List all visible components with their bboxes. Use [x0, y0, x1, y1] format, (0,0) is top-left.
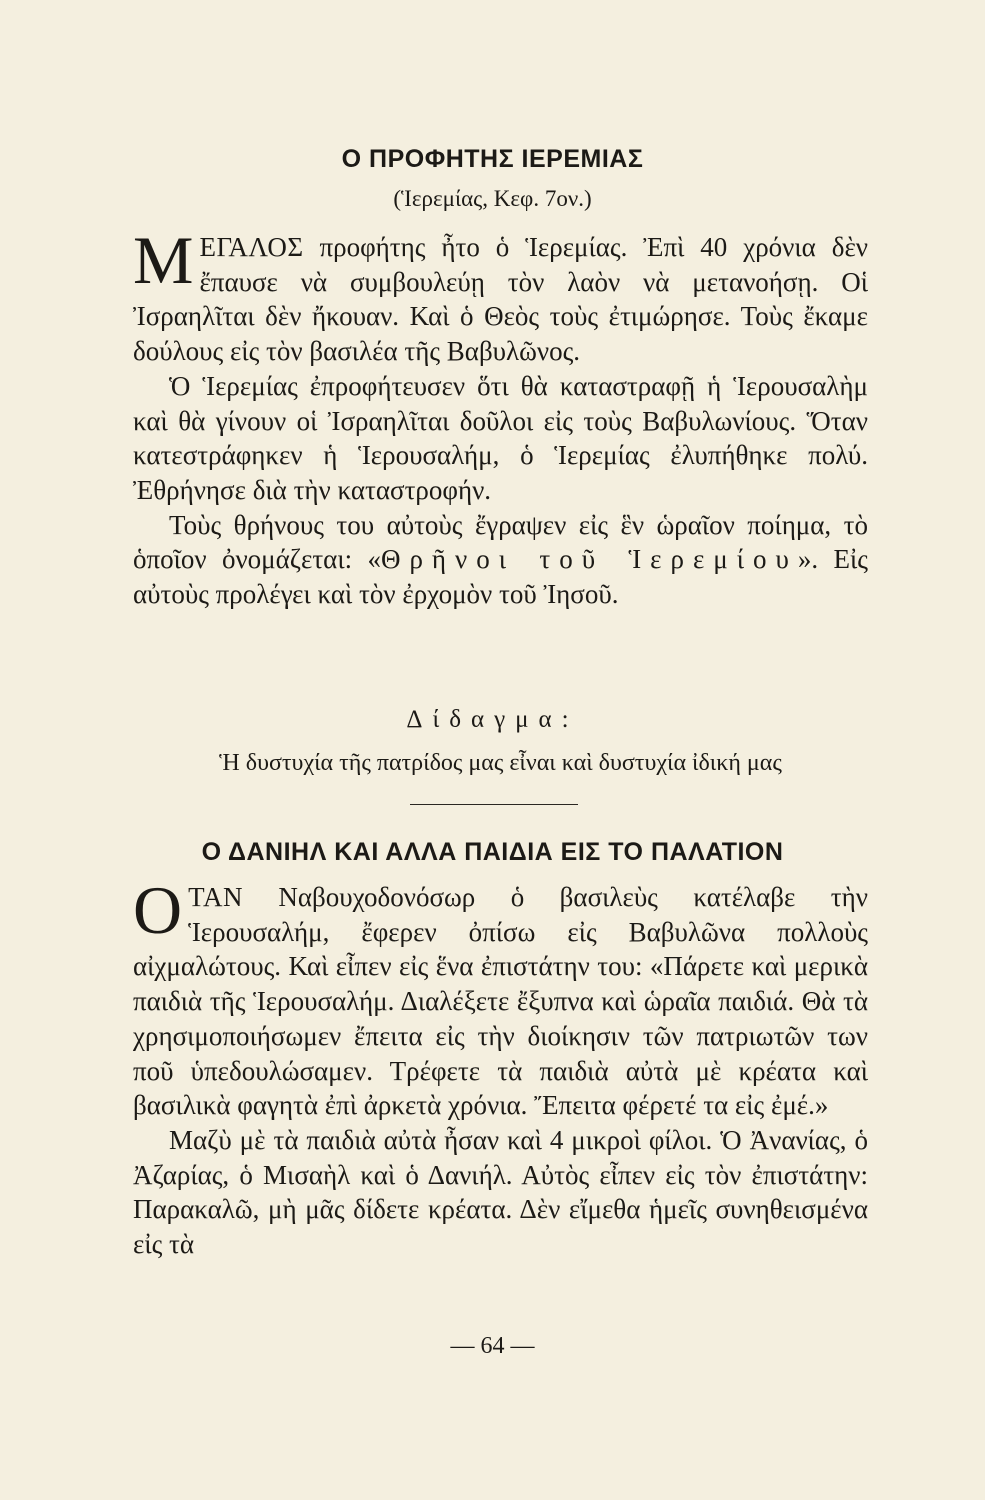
paragraph-2: Μαζὺ μὲ τὰ παιδιὰ αὐτὰ ἦσαν καὶ 4 μικροὶ φίλοι. Ὁ Ἀνανίας, ὁ Ἀζαρίας, ὁ Μισαὴλ καὶ ὁ Δανιήλ. Αὐτὸς εἶπεν εἰς τὸν ἐπιστάτην: Παρακαλῶ, μὴ μᾶς δίδετε κρέατα. Δὲν εἴμεθα ἡμεῖς συνηθεισμένα εἰς τὰ [133, 1124, 868, 1260]
paragraph-1 [133, 222, 868, 369]
chapter-reference: (Ἱερεμίας, Κεφ. 7ον.) [393, 186, 592, 211]
paragraph-3 [133, 508, 868, 612]
section-body-daniel [133, 872, 868, 1262]
page-number: — 64 — [450, 1333, 535, 1359]
lesson-label: Δίδαγμα: [406, 706, 579, 733]
lesson-text: Ἡ δυστυχία τῆς πατρίδος μας εἶναι καὶ δυστυχία ἰδική μας [219, 750, 782, 776]
paragraph-text: Ναβουχοδονόσωρ ὁ βασιλεὺς κατέλαβε τὴν Ἱερουσαλήμ, ἔφερεν ὀπίσω εἰς Βαβυλῶνα πολλοὺς αἰχμαλώτους. Καὶ εἶπεν εἰς ἕνα ἐπιστάτην του: «Πάρετε καὶ μερικὰ παιδιὰ τῆς Ἱερουσαλήμ. Διαλέξετε ἔξυπνα καὶ ὡραῖα παιδιά. Θὰ τὰ χρησιμοποιήσωμεν ἔπειτα εἰς τὴν διοίκησιν τῶν πατριωτῶν των ποῦ ὑπεδουλώσαμεν. Τρέφετε τὰ παιδιὰ αὐτὰ μὲ κρέατα καὶ βασιλικὰ φαγητὰ ἐπὶ ἀρκετὰ χρόνια. Ἔπειτα φέρετέ τα εἰς ἐμέ.» [133, 882, 868, 1121]
poem-title: Θρῆνοι τοῦ Ἱερεμίου [380, 544, 798, 575]
section-title-jeremiah: Ο ΠΡΟΦΗΤΗΣ ΙΕΡΕΜΙΑΣ [341, 145, 644, 173]
drop-cap: Μ [133, 222, 194, 298]
section-body-jeremiah [133, 222, 868, 612]
paragraph-text: ». Εἰς αὐτοὺς προλέγει καὶ τὸν ἐρχομὸν τοῦ Ἰησοῦ. [133, 544, 868, 610]
paragraph-text: Τοὺς θρήνους του αὐτοὺς ἔγραψεν εἰς ἓν ὡραῖον ποίημα, τὸ ὁποῖον ὀνομάζεται: « [133, 509, 868, 575]
paragraph-2: Ὁ Ἱερεμίας ἐπροφήτευσεν ὅτι θὰ καταστραφῇ ἡ Ἱερουσαλὴμ καὶ θὰ γίνουν οἱ Ἰσραηλῖται δοῦλοι εἰς τοὺς Βαβυλωνίους. Ὅταν κατεστράφηκεν ἡ Ἱερουσαλήμ, ὁ Ἱερεμίας ἐλυπήθηκε πολύ. Ἐθρήνησε διὰ τὴν καταστροφήν. [133, 370, 868, 505]
opening-caps: ΕΓΑΛΟΣ [199, 232, 304, 262]
section-divider [410, 804, 578, 805]
paragraph-text: προφήτης ἦτο ὁ Ἱερεμίας. Ἐπὶ 40 χρόνια δὲν ἔπαυσε νὰ συμβουλεύῃ τὸν λαὸν νὰ μετανοήσῃ. Οἱ Ἰσραηλῖται δὲν ἤκουαν. Καὶ ὁ Θεὸς τοὺς ἐτιμώρησε. Τοὺς ἔκαμε δούλους εἰς τὸν βασιλέα τῆς Βαβυλῶνος. [133, 232, 868, 367]
section-title-daniel: Ο ΔΑΝΙΗΛ ΚΑΙ ΑΛΛΑ ΠΑΙΔΙΑ ΕΙΣ ΤΟ ΠΑΛΑΤΙΟΝ [201, 838, 784, 866]
drop-cap: Ο [133, 872, 183, 948]
opening-caps: ΤΑΝ [188, 882, 243, 912]
paragraph-1 [133, 872, 868, 1123]
